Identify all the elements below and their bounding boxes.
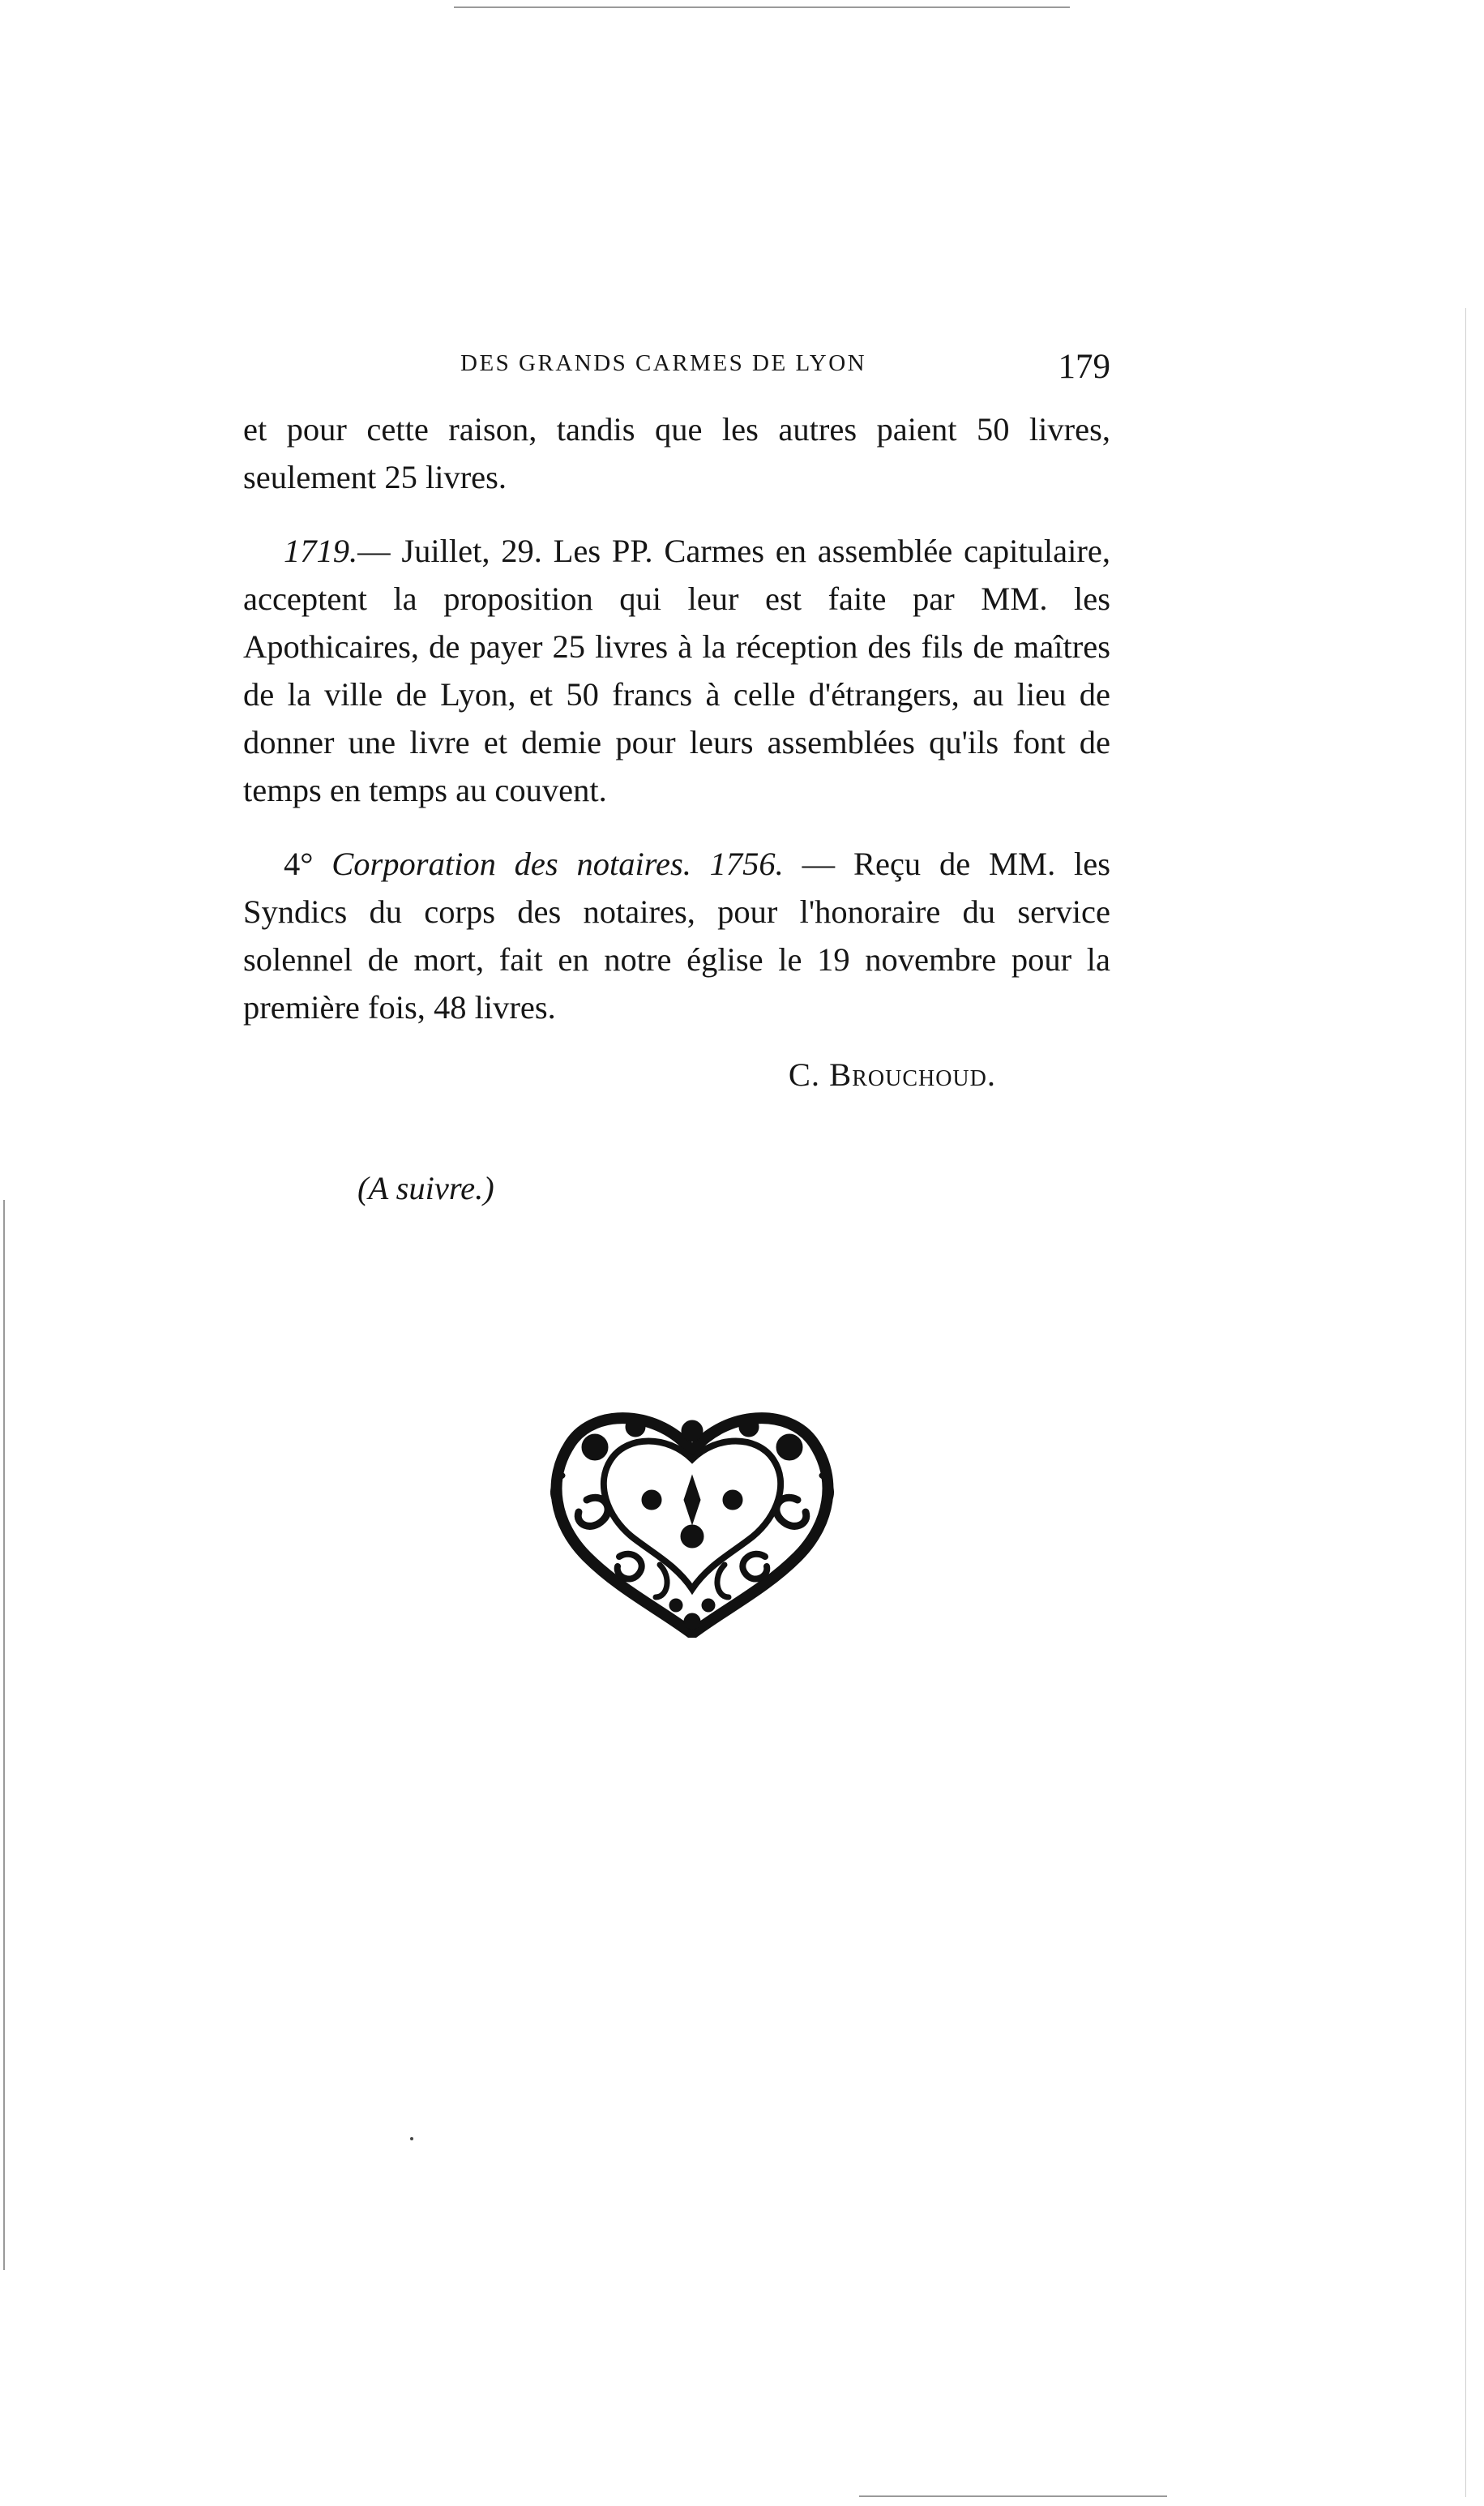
- scan-speck: [410, 2137, 413, 2140]
- scan-edge-right: [1465, 308, 1466, 2497]
- running-title: DES GRANDS CARMES DE LYON: [460, 350, 867, 376]
- running-head: [243, 350, 1110, 399]
- section-heading: Corporation des notaires. 1756.: [331, 846, 784, 882]
- paragraph-text: — Reçu de MM. les Syndics du corps des notaires, pour l'honoraire du service solennel de mort, fait en notre église le 19 novembre pour la première fois, 48 livres.: [243, 846, 1111, 1026]
- section-number: 4°: [284, 846, 314, 882]
- paragraph-text: — Juillet, 29. Les PP. Carmes en assemblée capitulaire, acceptent la proposition qui leur est faite par MM. les Apothicaires, de payer 25 livres à la réception des fils de maîtres de la ville de Lyon, et 50 francs à celle d'étrangers, au lieu de donner une livre et demie pour leurs assemblées qu'ils font de temps en temps au couvent.: [243, 533, 1110, 808]
- scan-edge-top: [454, 6, 1070, 8]
- entry-year: 1719.: [284, 533, 358, 569]
- body-text: [243, 405, 1110, 1031]
- scan-edge-left: [3, 1200, 5, 2270]
- paragraph-text: et pour cette raison, tandis que les autres paient 50 livres, seulement 25 livres.: [243, 411, 1110, 495]
- author-signature: C. Brouchoud.: [788, 1056, 996, 1093]
- continued-note: (A suivre.): [357, 1170, 494, 1206]
- paragraph-1719: [243, 527, 1110, 814]
- heart-scroll-ornament-icon: [538, 1403, 846, 1638]
- paragraph-continuation: [243, 405, 1110, 501]
- paragraph-notaires: [243, 840, 1110, 1031]
- scan-edge-bottom: [859, 2495, 1167, 2497]
- page-number: 179: [1058, 348, 1110, 386]
